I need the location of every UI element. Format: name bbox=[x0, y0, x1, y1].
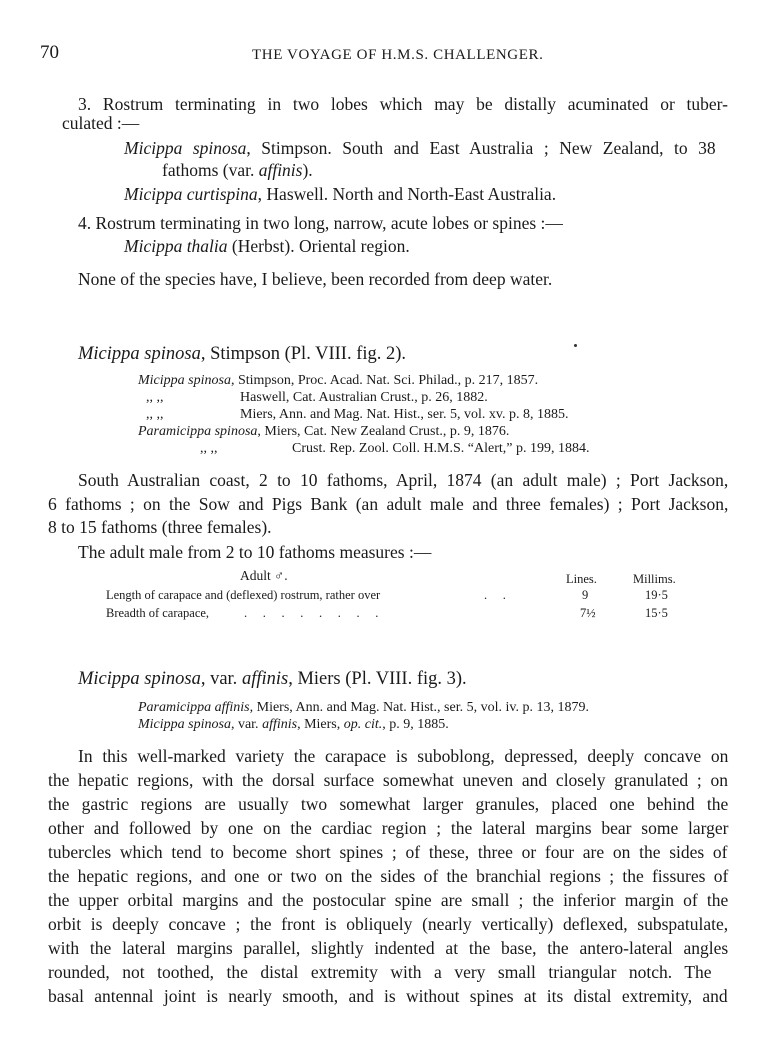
print-speck bbox=[574, 344, 577, 347]
table-row-label: Breadth of carapace, bbox=[106, 606, 210, 620]
table-cell-lines: 9 bbox=[582, 588, 589, 602]
section-2-body-line: rounded, not toothed, the distal extremity with a very small triangular notch. The bbox=[48, 962, 712, 982]
key-spinosa-cont bbox=[162, 158, 313, 182]
species-name: Micippa curtispina bbox=[124, 184, 258, 204]
reference-text: , Miers, Cat. New Zealand Crust., p. 9, 1876. bbox=[257, 424, 510, 439]
key-spinosa-cont-b: ). bbox=[302, 160, 313, 180]
reference-5 bbox=[200, 440, 590, 458]
key-item-4: 4. Rostrum terminating in two long, narrow, acute lobes or spines :— bbox=[78, 213, 563, 233]
section-2-body-line: tubercles which tend to become short spines ; of these, three or four are on the sides of bbox=[48, 842, 728, 862]
page-number: 70 bbox=[40, 42, 59, 63]
reference-2 bbox=[146, 389, 488, 407]
heading-mid: , var. bbox=[200, 669, 242, 689]
key-thalia-line bbox=[124, 234, 410, 258]
section-2-body-line: In this well-marked variety the carapace is suboblong, depressed, deeply concave on bbox=[78, 746, 729, 766]
reference-name: Micippa spinosa bbox=[138, 717, 231, 732]
section-2-body-line: with the lateral margins parallel, slightly indented at the base, the antero-lateral angles bbox=[48, 938, 729, 958]
species-name: Micippa thalia bbox=[124, 236, 228, 256]
section-1-body-line: South Australian coast, 2 to 10 fathoms, April, 1874 (an adult male) ; Port Jackson, bbox=[78, 470, 729, 490]
variety-name: affinis bbox=[241, 669, 289, 689]
reference-1 bbox=[138, 372, 538, 390]
table-caption: Adult ♂. bbox=[240, 568, 288, 583]
key-closing: None of the species have, I believe, been recorded from deep water. bbox=[78, 269, 553, 289]
variety-name: affinis bbox=[258, 160, 303, 180]
reference-op-cit: op. cit. bbox=[343, 717, 383, 732]
table-header-lines: Lines. bbox=[566, 572, 597, 586]
reference-text: Haswell, Cat. Australian Crust., p. 26, 1882. bbox=[240, 390, 488, 405]
section-2-body-line: orbit is deeply concave ; the front is obliquely (nearly vertically) deflexed, subspatulate, bbox=[48, 914, 729, 934]
table-cell-lines: 7½ bbox=[580, 606, 596, 620]
reference-2 bbox=[138, 716, 449, 734]
reference-4 bbox=[138, 423, 509, 441]
reference-3 bbox=[146, 406, 568, 424]
species-name: Micippa spinosa bbox=[78, 344, 201, 364]
section-2-body-line: the hepatic regions, and one or two on the sides of the branchial regions ; the fissures of bbox=[48, 866, 729, 886]
key-thalia-rest: (Herbst). Oriental region. bbox=[227, 236, 410, 256]
key-item-3-line-1: 3. Rostrum terminating in two lobes which may be distally acuminated or tuber- bbox=[78, 94, 728, 114]
reference-text: Crust. Rep. Zool. Coll. H.M.S. “Alert,” p. 199, 1884. bbox=[292, 441, 590, 456]
reference-text: , Stimpson, Proc. Acad. Nat. Sci. Philad., p. 217, 1857. bbox=[230, 373, 539, 388]
key-spinosa-rest: , Stimpson. South and East Australia ; New Zealand, to 38 bbox=[246, 138, 716, 158]
section-1-body-line: 8 to 15 fathoms (three females). bbox=[48, 517, 272, 537]
reference-text: , Miers, bbox=[297, 717, 344, 732]
species-name: Micippa spinosa bbox=[124, 138, 247, 158]
section-1-heading bbox=[78, 342, 406, 366]
key-item-3-line-2: culated :— bbox=[62, 113, 140, 133]
key-curtispina-rest: , Haswell. North and North-East Australia. bbox=[257, 184, 557, 204]
reference-name: Micippa spinosa bbox=[138, 373, 231, 388]
key-curtispina-line bbox=[124, 182, 556, 206]
ditto-marks: ,, ,, bbox=[146, 407, 164, 422]
measures-intro: The adult male from 2 to 10 fathoms measures :— bbox=[78, 542, 432, 562]
key-spinosa-line bbox=[124, 136, 716, 160]
key-spinosa-cont-a: fathoms (var. bbox=[162, 160, 259, 180]
section-2-heading bbox=[78, 667, 467, 691]
table-cell-millims: 19·5 bbox=[645, 588, 668, 602]
running-title: THE VOYAGE OF H.M.S. CHALLENGER. bbox=[252, 47, 544, 63]
reference-text: , p. 9, 1885. bbox=[382, 717, 449, 732]
reference-1 bbox=[138, 699, 589, 717]
heading-rest: , Miers (Pl. VIII. fig. 3). bbox=[288, 669, 467, 689]
species-name: Micippa spinosa bbox=[78, 669, 201, 689]
section-2-body-line: the upper orbital margins and the postocular spine are small ; the inferior margin of the bbox=[48, 890, 729, 910]
section-1-body-line: 6 fathoms ; on the Sow and Pigs Bank (an adult male and three females) ; Port Jackson, bbox=[48, 494, 729, 514]
reference-text: , var. bbox=[230, 717, 263, 732]
ditto-marks: ,, ,, bbox=[146, 390, 164, 405]
heading-rest: , Stimpson (Pl. VIII. fig. 2). bbox=[200, 344, 407, 364]
section-2-body-line: the hepatic regions, with the dorsal surface somewhat uneven and closely granulated ; on bbox=[48, 770, 728, 790]
section-2-body-line: the gastric regions are usually two somewhat larger granules, placed one behind the bbox=[48, 794, 729, 814]
table-cell-millims: 15·5 bbox=[645, 606, 668, 620]
section-2-body-line: other and followed by one on the cardiac region ; the lateral margins bear some larger bbox=[48, 818, 729, 838]
reference-name: Paramicippa spinosa bbox=[138, 424, 258, 439]
table-header-millims: Millims. bbox=[633, 572, 676, 586]
table-row-label: Length of carapace and (deflexed) rostrum, rather over bbox=[106, 588, 381, 602]
reference-text: Miers, Ann. and Mag. Nat. Hist., ser. 5, vol. xv. p. 8, 1885. bbox=[240, 407, 569, 422]
reference-text: , Miers, Ann. and Mag. Nat. Hist., ser. 5, vol. iv. p. 13, 1879. bbox=[249, 700, 589, 715]
ditto-marks: ,, ,, bbox=[200, 441, 218, 456]
table-row-dots: . . . . . . . . bbox=[244, 606, 379, 620]
variety-name: affinis bbox=[262, 717, 298, 732]
table-row-dots: . . bbox=[484, 588, 506, 602]
section-2-body-line: basal antennal joint is nearly smooth, and is without spines at its distal extremity, and bbox=[48, 986, 728, 1006]
reference-name: Paramicippa affinis bbox=[138, 700, 250, 715]
